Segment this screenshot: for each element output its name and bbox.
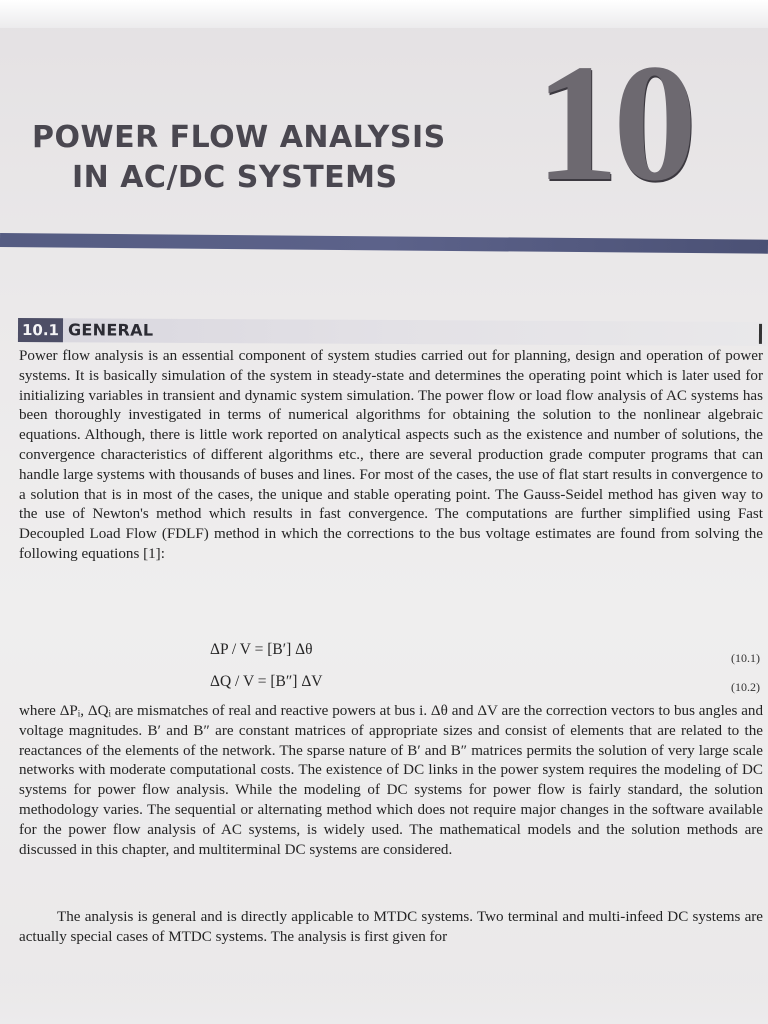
equation-10-2: ΔQ / V = [B″] ΔV [210,673,323,690]
chapter-title-line1: POWER FLOW ANALYSIS [32,120,446,155]
section-heading [18,318,766,346]
equation-10-1-label: (10.1) [731,651,760,665]
paragraph-mismatch: where ΔPᵢ, ΔQᵢ are mismatches of real and reactive powers at bus i. Δθ and ΔV are the correction vectors to bus angles and voltage magnitudes. B′ and B″ are constant matrices of appropriate sizes and consist of elements that are related to the reactances of the elements of the network. The sparse nature of B′ and B″ matrices permits the solution of very large scale networks with moderate computational costs. The existence of DC links in the power system requires the modeling of DC systems for power flow analysis. While the modeling of DC systems for power flow is fairly standard, the solution methodology varies. The sequential or alternating method which does not require major changes in the software available for the power flow analysis of AC systems, is widely used. The mathematical models and the solution methods are discussed in this chapter, and multiterminal DC systems are considered. [19,703,763,858]
chapter-number: 10 [535,30,691,216]
title-divider-bar [0,233,768,254]
chapter-title [18,118,538,198]
equation-10-2-label: (10.2) [731,680,760,694]
section-number: 10.1 [18,318,63,342]
paragraph-intro: Power flow analysis is an essential component of system studies carried out for planning, design and operation of power systems. It is basically simulation of the system in steady-state and determines the operating point which is later used for initializing variables in transient and dynamic system simulation. The power flow or load flow analysis of AC systems has been thoroughly investigated in terms of numerical algorithms for obtaining the solution to the nonlinear algebraic equations. Although, there is little work reported on analytical aspects such as the existence and number of solutions, the convergence characteristics of different algorithms etc., there are several production grade computer programs that can handle large systems with thousands of buses and lines. For most of the cases, the use of flat start results in convergence to a solution that is in most of the cases, the unique and stable operating point. The Gauss-Seidel method has given way to the use of Newton's method which results in fast convergence. The computations are further simplified using Fast Decoupled Load Flow (FDLF) method in which the corrections to the bus voltage estimates are found from solving the following equations [1]: [19,348,763,562]
equation-10-1: ΔP / V = [B′] Δθ [210,641,313,658]
section-title: GENERAL [67,320,154,340]
chapter-title-line2: IN AC/DC SYSTEMS [72,160,398,195]
top-shadow [0,0,768,28]
section-end-mark [759,324,762,344]
bottom-shadow [0,980,768,1024]
paragraph-mtdc: The analysis is general and is directly applicable to MTDC systems. Two terminal and multi-infeed DC systems are actually special cases of MTDC systems. The analysis is first given for [19,909,763,945]
